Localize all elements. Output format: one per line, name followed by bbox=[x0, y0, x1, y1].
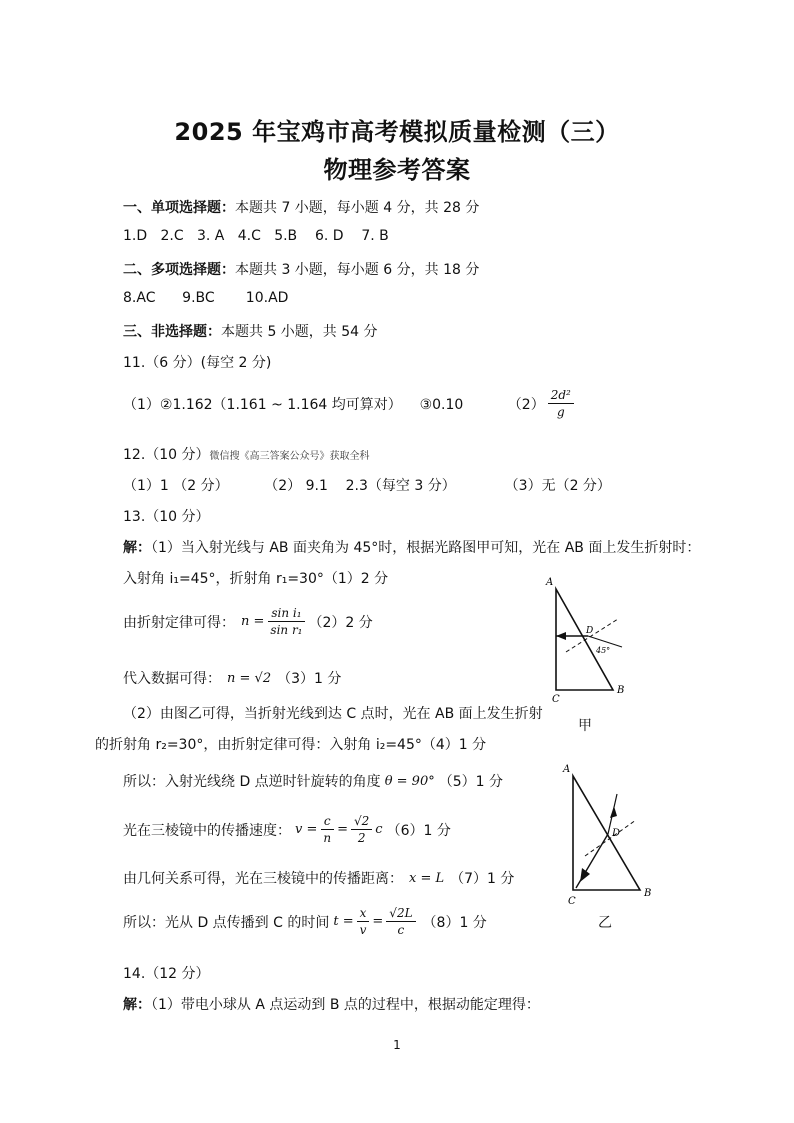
q11-heading: 11.（6 分）(每空 2 分) bbox=[123, 355, 272, 371]
fig1-label-a: A bbox=[546, 577, 554, 588]
q13-l8-c: c bbox=[375, 822, 383, 837]
document-subtitle: 物理参考答案 bbox=[323, 156, 471, 184]
q11-frac-num: 2d² bbox=[548, 388, 574, 404]
q13-l3-pre: 由折射定律可得： bbox=[123, 614, 235, 631]
q13-l3-n: n = bbox=[241, 614, 265, 629]
section-1-desc: 本题共 7 小题，每小题 4 分，共 28 分 bbox=[235, 200, 480, 216]
q13-l4-math: n = √2 bbox=[227, 670, 272, 686]
q13-solution-label: 解： bbox=[123, 540, 151, 556]
q13-l9-post: （7）1 分 bbox=[450, 871, 515, 887]
fig1-angle-label: 45° bbox=[596, 646, 611, 655]
q13-l10-pre: 所以：光从 D 点传播到 C 的时间 bbox=[123, 914, 330, 931]
q11-answer-text: （1）②1.162（1.161 ~ 1.164 均可算对） ③0.10 （2） bbox=[123, 396, 545, 413]
q13-line-5: （2）由图乙可得，当折射光线到达 C 点时，光在 AB 面上发生折射 bbox=[123, 706, 543, 722]
q13-line-2: 入射角 i₁=45°，折射角 r₁=30°（1）2 分 bbox=[123, 571, 389, 587]
q13-l3-fraction bbox=[267, 606, 305, 637]
q12-watermark-note: 微信搜《高三答案公众号》获取全科 bbox=[209, 451, 370, 462]
q13-l8-eq: = bbox=[337, 822, 349, 837]
prism-triangle bbox=[556, 589, 613, 690]
q13-l4-pre: 代入数据可得： bbox=[123, 671, 221, 687]
figure-jia-caption: 甲 bbox=[578, 718, 592, 734]
section-3-heading bbox=[123, 321, 378, 341]
q13-l8-fraction-2 bbox=[351, 814, 372, 845]
answers-8-10: 8.AC 9.BC 10.AD bbox=[123, 290, 289, 306]
q12-title: 12.（10 分） bbox=[123, 447, 210, 463]
section-3-label: 三、非选择题： bbox=[123, 324, 221, 340]
q13-l7-math: θ = 90° bbox=[384, 773, 435, 789]
fig1-label-c: C bbox=[552, 694, 560, 705]
q13-l9-pre: 由几何关系可得，光在三棱镜中的传播距离： bbox=[123, 871, 403, 887]
q13-l10-fraction-2 bbox=[386, 906, 415, 937]
q13-l10-num1: x bbox=[357, 906, 370, 922]
q13-l10-t: t = bbox=[333, 914, 354, 929]
figure-jia-diagram bbox=[540, 575, 640, 705]
fig2-label-c: C bbox=[568, 896, 576, 906]
q13-l10-den1: v bbox=[359, 923, 367, 937]
incident-arrow-icon bbox=[610, 806, 617, 818]
page-number: 1 bbox=[393, 1038, 401, 1052]
fig1-label-b: B bbox=[617, 685, 625, 696]
q13-line-1 bbox=[123, 537, 700, 557]
q13-l9-math: x = L bbox=[409, 870, 445, 886]
section-3-desc: 本题共 5 小题，共 54 分 bbox=[221, 324, 378, 340]
q13-l8-num2: √2 bbox=[351, 814, 372, 830]
fig2-label-b: B bbox=[644, 888, 652, 899]
q13-line-8 bbox=[123, 814, 451, 845]
section-1-label: 一、单项选择题： bbox=[123, 200, 235, 216]
q13-l3-num: sin i₁ bbox=[268, 606, 304, 622]
q13-l10-den2: c bbox=[397, 923, 405, 937]
q13-l3-post: （2）2 分 bbox=[308, 614, 373, 631]
q13-l10-eq: = bbox=[372, 914, 384, 929]
fig1-label-d: D bbox=[586, 626, 594, 636]
q13-line-10 bbox=[123, 906, 487, 937]
q14-l1-text: （1）带电小球从 A 点运动到 B 点的过程中，根据动能定理得： bbox=[151, 997, 540, 1013]
q13-l10-num2: √2L bbox=[386, 906, 415, 922]
q12-heading bbox=[123, 444, 370, 464]
q13-l1-text: （1）当入射光线与 AB 面夹角为 45°时，根据光路图甲可知，光在 AB 面上发生折射时： bbox=[151, 540, 701, 556]
q11-frac-den: g bbox=[556, 405, 565, 419]
q13-l7-pre: 所以：入射光线绕 D 点逆时针旋转的角度 bbox=[123, 774, 381, 790]
q13-line-9 bbox=[123, 868, 514, 888]
q13-l8-v: v = bbox=[295, 822, 318, 837]
q13-line-7 bbox=[123, 771, 503, 791]
document-title: 2025 年宝鸡市高考模拟质量检测（三） bbox=[174, 118, 620, 146]
section-1-heading bbox=[123, 197, 479, 217]
q13-l8-num1: c bbox=[321, 814, 334, 830]
q13-line-3 bbox=[123, 606, 373, 637]
section-2-desc: 本题共 3 小题，每小题 6 分，共 18 分 bbox=[235, 262, 480, 278]
q13-l8-den2: 2 bbox=[357, 831, 366, 845]
q13-l3-den: sin r₁ bbox=[270, 623, 303, 637]
q13-l8-post: （6）1 分 bbox=[386, 822, 451, 839]
answers-1-7: 1.D 2.C 3. A 4.C 5.B 6. D 7. B bbox=[123, 228, 389, 244]
q13-heading: 13.（10 分） bbox=[123, 509, 210, 525]
q13-line-6: 的折射角 r₂=30°，由折射定律可得：入射角 i₂=45°（4）1 分 bbox=[95, 737, 487, 753]
q13-line-4 bbox=[123, 668, 341, 688]
q14-line-1 bbox=[123, 994, 540, 1014]
q13-l8-den1: n bbox=[323, 831, 332, 845]
refracted-arrow-icon bbox=[556, 632, 566, 640]
figure-yi-caption: 乙 bbox=[598, 915, 612, 931]
q11-answer bbox=[123, 388, 577, 419]
section-2-label: 二、多项选择题： bbox=[123, 262, 235, 278]
refracted-arrow-icon bbox=[580, 868, 590, 882]
q13-l7-post: （5）1 分 bbox=[438, 774, 503, 790]
q14-solution-label: 解： bbox=[123, 997, 151, 1013]
q14-heading: 14.（12 分） bbox=[123, 966, 210, 982]
q13-l10-fraction-1 bbox=[357, 906, 370, 937]
fig2-label-a: A bbox=[563, 764, 571, 775]
section-2-heading bbox=[123, 259, 479, 279]
q13-l4-post: （3）1 分 bbox=[277, 671, 342, 687]
figure-yi-diagram bbox=[560, 758, 660, 906]
q12-answer: （1）1 （2 分） （2） 9.1 2.3（每空 3 分） （3）无（2 分） bbox=[123, 478, 611, 494]
q13-l8-pre: 光在三棱镜中的传播速度： bbox=[123, 822, 291, 839]
fig2-label-d: D bbox=[612, 828, 621, 839]
q13-l10-post: （8）1 分 bbox=[422, 914, 487, 931]
q11-fraction bbox=[548, 388, 574, 419]
q13-l8-fraction-1 bbox=[320, 814, 334, 845]
